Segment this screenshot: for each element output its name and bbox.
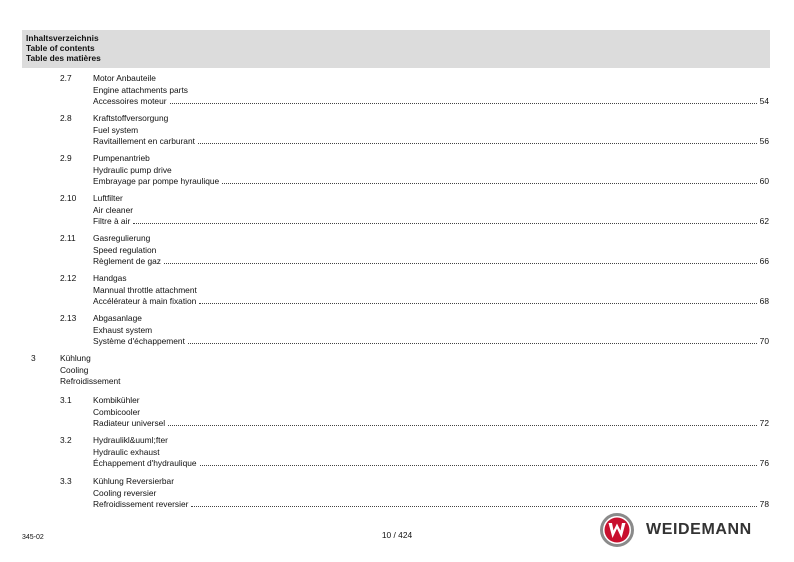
entry-title-fr: Règlement de gaz bbox=[93, 256, 161, 266]
entry-number: 3.1 bbox=[60, 395, 72, 405]
entry-number: 2.9 bbox=[60, 153, 72, 163]
entry-number: 2.11 bbox=[60, 233, 76, 243]
brand-wordmark: WEIDEMANN bbox=[646, 521, 752, 538]
header-title-de: Inhaltsverzeichnis bbox=[26, 33, 99, 43]
dot-leader bbox=[200, 458, 757, 466]
weidemann-w-logo-icon bbox=[600, 513, 634, 547]
chapter-title-de: Kühlung bbox=[60, 353, 91, 363]
page-indicator: 10 / 424 bbox=[381, 530, 413, 540]
entry-title-de: Kraftstoffversorgung bbox=[93, 113, 169, 123]
weidemann-logo bbox=[600, 513, 752, 547]
chapter-title-en: Cooling bbox=[60, 364, 89, 375]
entry-title-en: Hydraulic exhaust bbox=[93, 446, 160, 457]
entry-title-en: Speed regulation bbox=[93, 244, 157, 255]
dot-leader bbox=[188, 336, 757, 344]
document-code: 345-02 bbox=[22, 534, 44, 541]
entry-number: 2.7 bbox=[60, 73, 72, 83]
entry-page-link[interactable]: 60 bbox=[759, 176, 769, 186]
entry-page-link[interactable]: 66 bbox=[759, 256, 769, 266]
entry-title-de: Luftfilter bbox=[93, 193, 123, 203]
entry-page-link[interactable]: 68 bbox=[759, 296, 769, 306]
entry-title-en: Hydraulic pump drive bbox=[93, 164, 172, 175]
entry-title-de: Hydraulikl&uuml;fter bbox=[93, 435, 168, 445]
entry-page-link[interactable]: 76 bbox=[759, 458, 769, 468]
entry-title-fr: Échappement d'hydraulique bbox=[93, 458, 197, 468]
entry-title-fr: Filtre à air bbox=[93, 216, 131, 226]
dot-leader bbox=[168, 418, 757, 426]
entry-title-fr: Refroidissement reversier bbox=[93, 499, 189, 509]
entry-title-en: Fuel system bbox=[93, 124, 139, 135]
dot-leader bbox=[164, 256, 757, 264]
toc-header bbox=[22, 30, 770, 68]
entry-title-en: Combicooler bbox=[93, 406, 141, 417]
dot-leader bbox=[170, 96, 757, 104]
entry-title-en: Mannual throttle attachment bbox=[93, 284, 197, 295]
entry-title-fr: Radiateur universel bbox=[93, 418, 166, 428]
header-title-en: Table of contents bbox=[26, 43, 95, 53]
entry-number: 2.10 bbox=[60, 193, 77, 203]
entry-title-fr: Ravitaillement en carburant bbox=[93, 136, 195, 146]
dot-leader bbox=[199, 296, 756, 304]
entry-number: 2.8 bbox=[60, 113, 72, 123]
entry-title-fr: Accessoires moteur bbox=[93, 96, 167, 106]
entry-number: 3.3 bbox=[60, 476, 72, 486]
entry-title-en: Cooling reversier bbox=[93, 487, 157, 498]
entry-title-de: Motor Anbauteile bbox=[93, 73, 156, 83]
entry-title-en: Air cleaner bbox=[93, 204, 134, 215]
dot-leader bbox=[191, 499, 756, 507]
entry-title-fr: Accélérateur à main fixation bbox=[93, 296, 197, 306]
chapter-number: 3 bbox=[31, 353, 36, 363]
entry-title-fr: Embrayage par pompe hyraulique bbox=[93, 176, 220, 186]
entry-page-link[interactable]: 78 bbox=[759, 499, 769, 509]
entry-page-link[interactable]: 72 bbox=[759, 418, 769, 428]
entry-title-de: Kühlung Reversierbar bbox=[93, 476, 175, 486]
entry-title-en: Engine attachments parts bbox=[93, 84, 188, 95]
entry-number: 3.2 bbox=[60, 435, 72, 445]
entry-page-link[interactable]: 54 bbox=[759, 96, 769, 106]
entry-page-link[interactable]: 56 bbox=[759, 136, 769, 146]
entry-title-de: Abgasanlage bbox=[93, 313, 142, 323]
entry-title-fr: Système d'échappement bbox=[93, 336, 185, 346]
chapter-title-fr: Refroidissement bbox=[60, 376, 121, 386]
dot-leader bbox=[133, 216, 756, 224]
dot-leader bbox=[198, 136, 757, 144]
entry-page-link[interactable]: 70 bbox=[759, 336, 769, 346]
header-title-fr: Table des matières bbox=[26, 53, 101, 63]
entry-title-de: Kombikühler bbox=[93, 395, 140, 405]
entry-title-en: Exhaust system bbox=[93, 324, 153, 335]
entry-title-de: Pumpenantrieb bbox=[93, 153, 150, 163]
entry-title-de: Gasregulierung bbox=[93, 233, 151, 243]
entry-number: 2.13 bbox=[60, 313, 77, 323]
entry-number: 2.12 bbox=[60, 273, 77, 283]
entry-page-link[interactable]: 62 bbox=[759, 216, 769, 226]
entry-title-de: Handgas bbox=[93, 273, 127, 283]
dot-leader bbox=[222, 176, 757, 184]
